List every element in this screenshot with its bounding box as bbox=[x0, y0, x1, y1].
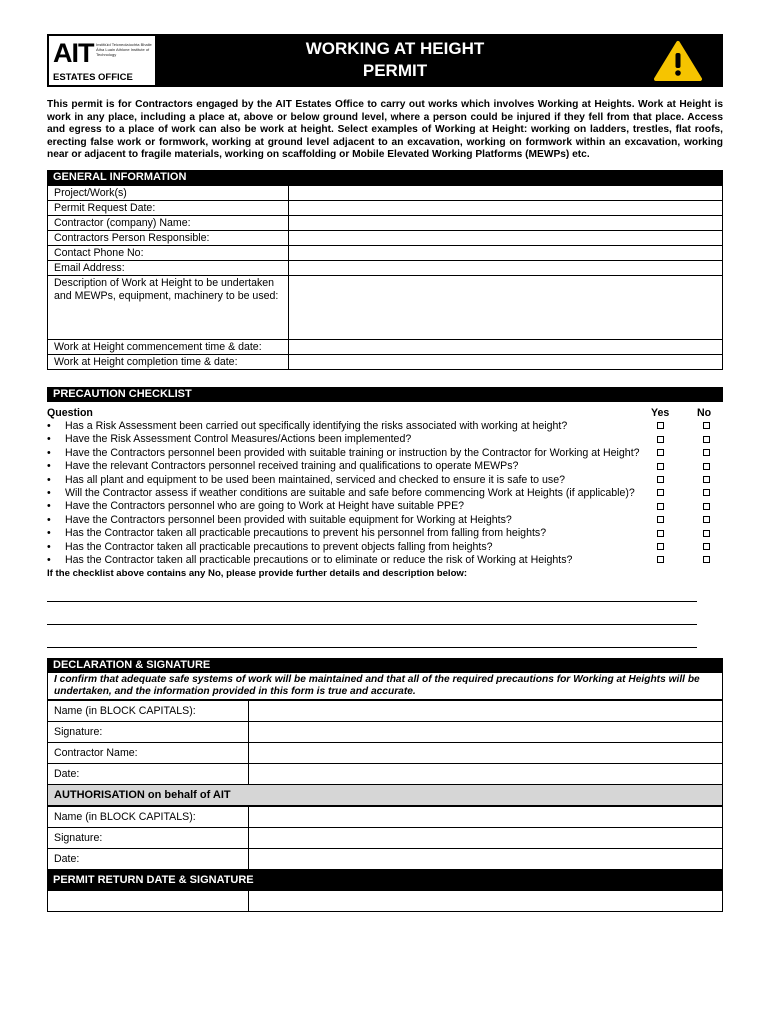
list-item: • Have the Contractors personnel been provided with suitable equipment for Working at Heights? bbox=[47, 514, 723, 527]
table-row bbox=[48, 260, 723, 275]
permit-page bbox=[47, 34, 723, 912]
no-checkbox[interactable] bbox=[703, 503, 710, 510]
row-input[interactable] bbox=[289, 339, 723, 354]
general-info-title: GENERAL INFORMATION bbox=[47, 170, 723, 185]
row-label: Name (in BLOCK CAPITALS): bbox=[48, 701, 249, 722]
question-text: Have the Contractors personnel been provided with suitable training or instruction by the Contractor for Working at Height? bbox=[65, 446, 640, 459]
no-checkbox[interactable] bbox=[703, 489, 710, 496]
table-row bbox=[48, 743, 723, 764]
warning-triangle-icon bbox=[633, 34, 723, 87]
return-date-input[interactable] bbox=[48, 891, 249, 912]
col-no: No bbox=[697, 406, 712, 419]
row-input[interactable] bbox=[249, 807, 723, 828]
list-item: • Has the Contractor taken all practicable precautions to prevent his personnel from falling from heights? bbox=[47, 527, 723, 540]
yes-checkbox[interactable] bbox=[657, 543, 664, 550]
table-row bbox=[48, 849, 723, 870]
row-label: Work at Height completion time & date: bbox=[48, 354, 289, 369]
col-yes: Yes bbox=[651, 406, 670, 419]
question-text: Have the Contractors personnel who are going to Work at Height have suitable PPE? bbox=[65, 500, 465, 513]
logo-text: AIT bbox=[53, 38, 94, 68]
details-line[interactable] bbox=[47, 602, 697, 625]
row-input[interactable] bbox=[249, 701, 723, 722]
yes-checkbox[interactable] bbox=[657, 489, 664, 496]
row-label: Name (in BLOCK CAPITALS): bbox=[48, 807, 249, 828]
logo-office: ESTATES OFFICE bbox=[53, 72, 133, 83]
yes-checkbox[interactable] bbox=[657, 476, 664, 483]
row-input[interactable] bbox=[289, 200, 723, 215]
details-line[interactable] bbox=[47, 579, 697, 602]
ait-logo bbox=[49, 36, 155, 85]
return-table bbox=[47, 890, 723, 912]
no-checkbox[interactable] bbox=[703, 556, 710, 563]
no-checkbox[interactable] bbox=[703, 543, 710, 550]
list-item: • Have the Contractors personnel been provided with suitable training or instruction by the Contractor for Working at Height? bbox=[47, 447, 723, 460]
table-row bbox=[48, 891, 723, 912]
row-input[interactable] bbox=[249, 849, 723, 870]
table-row bbox=[48, 701, 723, 722]
declaration-section bbox=[47, 658, 723, 912]
question-text: Have the relevant Contractors personnel received training and qualifications to operate MEWPs? bbox=[65, 460, 519, 473]
title-line1: WORKING AT HEIGHT bbox=[305, 39, 485, 58]
table-row bbox=[48, 230, 723, 245]
header-bar bbox=[47, 34, 723, 87]
checklist-list bbox=[47, 420, 723, 567]
row-label: Contractor Name: bbox=[48, 743, 249, 764]
row-input[interactable] bbox=[249, 743, 723, 764]
checklist-title: PRECAUTION CHECKLIST bbox=[47, 387, 723, 402]
row-label: Date: bbox=[48, 849, 249, 870]
yes-checkbox[interactable] bbox=[657, 449, 664, 456]
row-input[interactable] bbox=[249, 722, 723, 743]
question-text: Has the Contractor taken all practicable precautions or to eliminate or reduce the risk of Working at Heights? bbox=[65, 554, 573, 567]
question-text: Have the Contractors personnel been provided with suitable equipment for Working at Heights? bbox=[65, 513, 512, 526]
yes-checkbox[interactable] bbox=[657, 422, 664, 429]
no-checkbox[interactable] bbox=[703, 476, 710, 483]
table-row bbox=[48, 722, 723, 743]
row-input[interactable] bbox=[289, 354, 723, 369]
table-row bbox=[48, 807, 723, 828]
row-label: Contractor (company) Name: bbox=[48, 215, 289, 230]
general-info-section bbox=[47, 170, 723, 370]
row-input[interactable] bbox=[249, 764, 723, 785]
general-info-table bbox=[47, 185, 723, 370]
row-input[interactable] bbox=[289, 275, 723, 339]
authorisation-table bbox=[47, 806, 723, 870]
yes-checkbox[interactable] bbox=[657, 530, 664, 537]
question-text: Have the Risk Assessment Control Measures/Actions been implemented? bbox=[65, 433, 412, 446]
authorisation-title: AUTHORISATION on behalf of AIT bbox=[47, 785, 723, 806]
row-label: Signature: bbox=[48, 828, 249, 849]
row-input[interactable] bbox=[289, 245, 723, 260]
col-question: Question bbox=[47, 406, 93, 419]
row-input[interactable] bbox=[289, 260, 723, 275]
row-label: Signature: bbox=[48, 722, 249, 743]
declaration-title: DECLARATION & SIGNATURE bbox=[47, 658, 723, 673]
details-line[interactable] bbox=[47, 625, 697, 648]
checklist-note: If the checklist above contains any No, please provide further details and description below: bbox=[47, 568, 468, 580]
row-label: Contractors Person Responsible: bbox=[48, 230, 289, 245]
list-item: • Have the Risk Assessment Control Measures/Actions been implemented? bbox=[47, 433, 723, 446]
question-text: Has all plant and equipment to be used been maintained, serviced and checked to ensure it is safe to use? bbox=[65, 473, 565, 486]
table-row bbox=[48, 215, 723, 230]
no-checkbox[interactable] bbox=[703, 463, 710, 470]
page-title bbox=[157, 34, 633, 87]
no-checkbox[interactable] bbox=[703, 449, 710, 456]
no-checkbox[interactable] bbox=[703, 436, 710, 443]
row-label: Description of Work at Height to be undertaken and MEWPs, equipment, machinery to be used: bbox=[48, 275, 289, 339]
no-checkbox[interactable] bbox=[703, 422, 710, 429]
row-label: Contact Phone No: bbox=[48, 245, 289, 260]
yes-checkbox[interactable] bbox=[657, 463, 664, 470]
no-checkbox[interactable] bbox=[703, 516, 710, 523]
row-input[interactable] bbox=[289, 215, 723, 230]
table-row bbox=[48, 339, 723, 354]
logo-small-text: Institiúid Teicneolaíochta Bhaile Átha Luain Athlone Institute of Technology bbox=[96, 42, 152, 57]
list-item: • Has all plant and equipment to be used been maintained, serviced and checked to ensure it is safe to use? bbox=[47, 474, 723, 487]
yes-checkbox[interactable] bbox=[657, 516, 664, 523]
list-item: • Has the Contractor taken all practicable precautions or to eliminate or reduce the risk of Working at Heights? bbox=[47, 554, 723, 567]
checklist-header bbox=[47, 406, 723, 420]
declaration-table bbox=[47, 700, 723, 785]
table-row bbox=[48, 828, 723, 849]
table-row bbox=[48, 764, 723, 785]
row-input[interactable] bbox=[289, 185, 723, 200]
row-input[interactable] bbox=[249, 828, 723, 849]
checklist-section bbox=[47, 387, 723, 648]
row-input[interactable] bbox=[289, 230, 723, 245]
list-item: • Has the Contractor taken all practicable precautions to prevent objects falling from heights? bbox=[47, 541, 723, 554]
no-checkbox[interactable] bbox=[703, 530, 710, 537]
table-row bbox=[48, 275, 723, 339]
return-signature-input[interactable] bbox=[249, 891, 723, 912]
question-text: Has the Contractor taken all practicable precautions to prevent objects falling from heights? bbox=[65, 540, 493, 553]
row-label: Project/Work(s) bbox=[48, 185, 289, 200]
question-text: Has the Contractor taken all practicable precautions to prevent his personnel from falling from heights? bbox=[65, 527, 547, 540]
question-text: Will the Contractor assess if weather conditions are suitable and safe before commencing Work at Heights (if applicable)? bbox=[65, 487, 635, 499]
list-item: • Have the Contractors personnel who are going to Work at Height have suitable PPE? bbox=[47, 500, 723, 513]
row-label: Email Address: bbox=[48, 260, 289, 275]
intro-paragraph: This permit is for Contractors engaged by the AIT Estates Office to carry out works which involves Working at Heights. Work at Height is work in any place, including a place at, above or below ground level, where a person could be injured if they fell from that place. Access and egress to a place of work can also be work at height. Select examples of Working at Height: working on ladders, trestles, flat roofs, erecting false work or formwork, working at ground level adjacent to an excavation, working on formwork within an excavation, working near or adjacent to fragile materials, working on scaffolding or Mobile Elevated Working Platforms (MEWPs) etc. bbox=[47, 99, 723, 161]
yes-checkbox[interactable] bbox=[657, 436, 664, 443]
yes-checkbox[interactable] bbox=[657, 503, 664, 510]
row-label: Permit Request Date: bbox=[48, 200, 289, 215]
list-item: • Has a Risk Assessment been carried out specifically identifying the risks associated with working at height? bbox=[47, 420, 723, 433]
row-label: Work at Height commencement time & date: bbox=[48, 339, 289, 354]
yes-checkbox[interactable] bbox=[657, 556, 664, 563]
row-label: Date: bbox=[48, 764, 249, 785]
title-line2: PERMIT bbox=[362, 61, 428, 80]
declaration-text: I confirm that adequate safe systems of work will be maintained and that all of the required precautions for Working at Heights will be undertaken, and the information provided in this form is true and accurate. bbox=[47, 673, 723, 700]
table-row bbox=[48, 245, 723, 260]
list-item: • Will the Contractor assess if weather conditions are suitable and safe before commencing Work at Heights (if applicable)? bbox=[47, 487, 723, 500]
table-row bbox=[48, 185, 723, 200]
table-row bbox=[48, 200, 723, 215]
return-title: PERMIT RETURN DATE & SIGNATURE bbox=[47, 870, 723, 890]
list-item: • Have the relevant Contractors personnel received training and qualifications to operate MEWPs? bbox=[47, 460, 723, 473]
question-text: Has a Risk Assessment been carried out specifically identifying the risks associated with working at height? bbox=[65, 419, 568, 432]
table-row bbox=[48, 354, 723, 369]
